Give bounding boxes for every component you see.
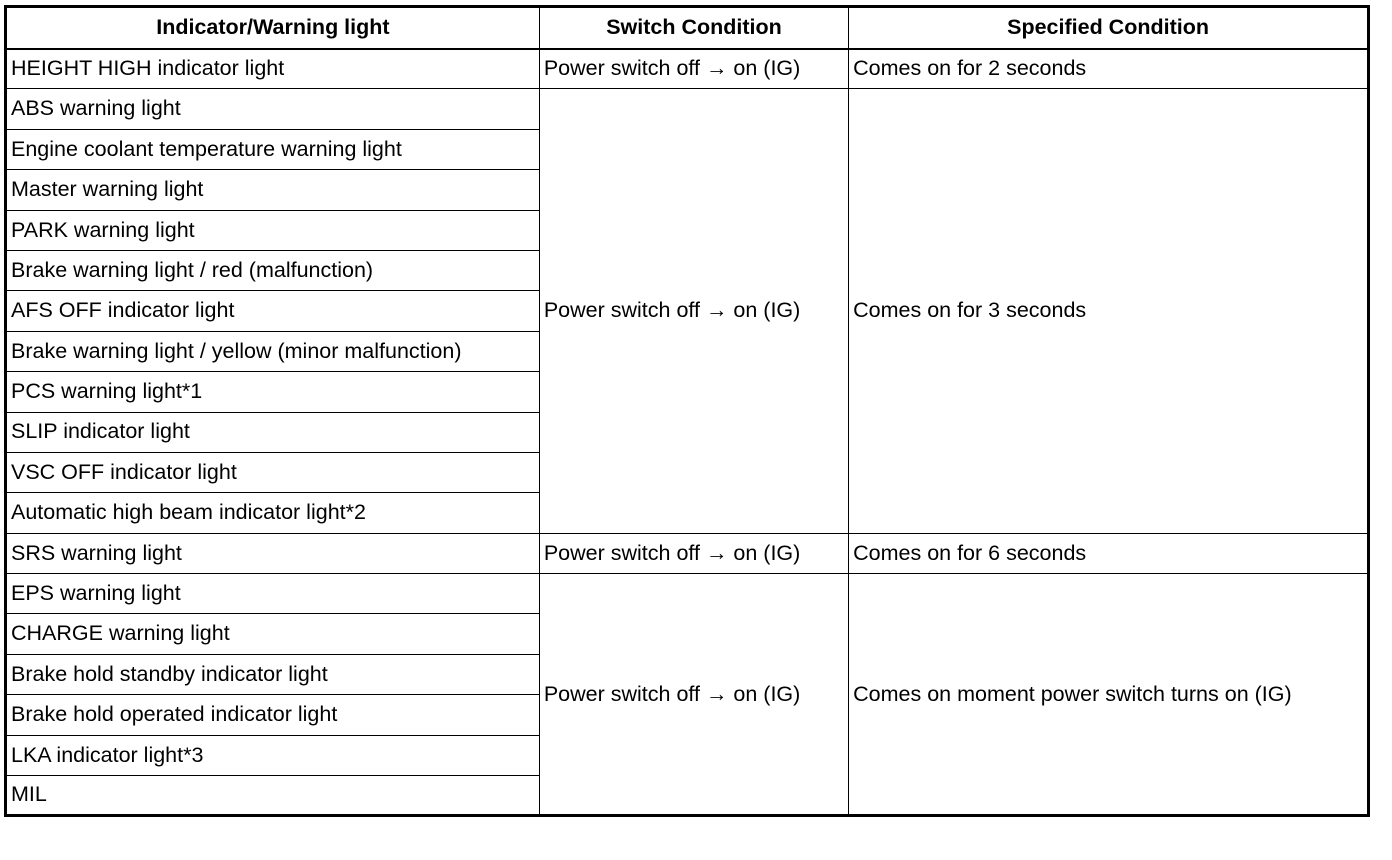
indicator-light-cell: PCS warning light*1 (6, 372, 540, 412)
specified-condition-cell: Comes on moment power switch turns on (IG) (849, 574, 1369, 816)
indicator-light-cell: MIL (6, 776, 540, 816)
indicator-light-cell: Brake warning light / red (malfunction) (6, 250, 540, 290)
table-row (6, 574, 1369, 614)
table-row (6, 49, 1369, 89)
indicator-light-cell: Brake warning light / yellow (minor malfunction) (6, 331, 540, 371)
indicator-light-cell: Brake hold operated indicator light (6, 695, 540, 735)
indicator-light-cell: LKA indicator light*3 (6, 735, 540, 775)
table-body (6, 49, 1369, 816)
indicator-check-table (4, 5, 1370, 817)
switch-condition-cell: Power switch off → on (IG) (539, 49, 848, 89)
indicator-light-cell: Automatic high beam indicator light*2 (6, 493, 540, 533)
header-switch-condition: Switch Condition (539, 7, 848, 49)
indicator-light-cell: SRS warning light (6, 533, 540, 573)
indicator-light-cell: Master warning light (6, 170, 540, 210)
indicator-light-cell: AFS OFF indicator light (6, 291, 540, 331)
header-indicator-warning-light: Indicator/Warning light (6, 7, 540, 49)
indicator-light-cell: ABS warning light (6, 89, 540, 129)
header-specified-condition: Specified Condition (849, 7, 1369, 49)
indicator-light-cell: Engine coolant temperature warning light (6, 129, 540, 169)
switch-condition-cell: Power switch off → on (IG) (539, 89, 848, 533)
indicator-light-cell: VSC OFF indicator light (6, 452, 540, 492)
indicator-light-cell: EPS warning light (6, 574, 540, 614)
table-row (6, 89, 1369, 129)
indicator-check-table-sheet (4, 5, 1386, 856)
switch-condition-cell: Power switch off → on (IG) (539, 533, 848, 573)
indicator-light-cell: SLIP indicator light (6, 412, 540, 452)
table-header-row (6, 7, 1369, 49)
switch-condition-cell: Power switch off → on (IG) (539, 574, 848, 816)
table-row (6, 533, 1369, 573)
specified-condition-cell: Comes on for 6 seconds (849, 533, 1369, 573)
indicator-light-cell: HEIGHT HIGH indicator light (6, 49, 540, 89)
indicator-light-cell: PARK warning light (6, 210, 540, 250)
indicator-light-cell: Brake hold standby indicator light (6, 654, 540, 694)
specified-condition-cell: Comes on for 3 seconds (849, 89, 1369, 533)
indicator-light-cell: CHARGE warning light (6, 614, 540, 654)
specified-condition-cell: Comes on for 2 seconds (849, 49, 1369, 89)
